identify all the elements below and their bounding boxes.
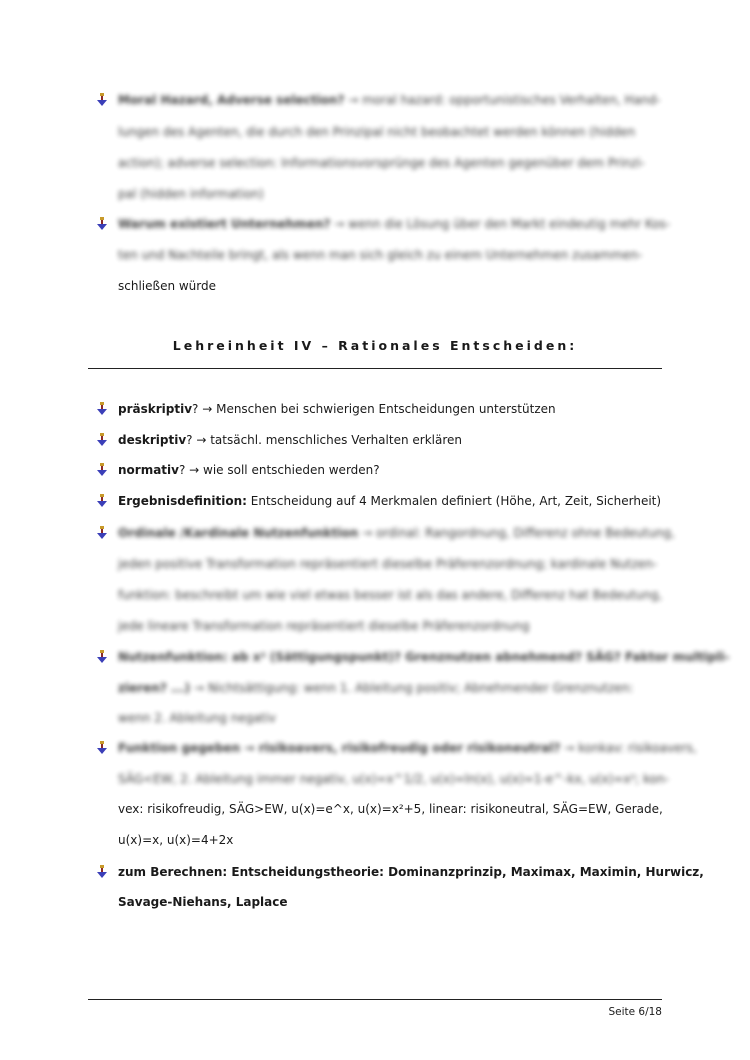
text-line: SÄG<EW, 2. Ableitung immer negativ, u(x)=x^1/2, u(x)=ln(x), u(x)=1-e^-kx, u(x)=x²; kon- <box>118 772 669 786</box>
text-line: vex: risikofreudig, SÄG>EW, u(x)=e^x, u(x)=x²+5, linear: risikoneutral, SÄG=EW, Gerade, <box>118 802 663 816</box>
text-line: ten und Nachteile bringt, als wenn man sich gleich zu einem Unternehmen zusammen- <box>118 248 643 262</box>
bullet-arrow-icon <box>96 401 108 417</box>
bullet-arrow-icon <box>96 864 108 880</box>
footer-divider <box>88 999 662 1000</box>
bullet-arrow-icon <box>96 432 108 448</box>
text-line: Warum existiert Unternehmen? → wenn die Lösung über den Markt eindeutig mehr Kos- <box>118 217 671 231</box>
text-line: jeden positive Transformation repräsentiert dieselbe Präferenzordnung; kardinale Nutzen- <box>118 557 658 571</box>
heading-divider <box>88 368 662 369</box>
text-line: zieren? ...) → Nichtsättigung: wenn 1. Ableitung positiv; Abnehmender Grenznutzen: <box>118 681 634 695</box>
section-heading: Lehreinheit IV – Rationales Entscheiden: <box>172 338 578 353</box>
text-line: Nutzenfunktion: ab x² (Sättigungspunkt)? Grenznutzen abnehmend? SÄG? Faktor multipli- <box>118 650 730 664</box>
bullet-arrow-icon <box>96 740 108 756</box>
bullet-arrow-icon <box>96 462 108 478</box>
bullet-arrow-icon <box>96 216 108 232</box>
text-line: normativ? → wie soll entschieden werden? <box>118 463 380 477</box>
text-line: Ergebnisdefinition: Entscheidung auf 4 Merkmalen definiert (Höhe, Art, Zeit, Sicherheit) <box>118 494 662 508</box>
bullet-arrow-icon <box>96 493 108 509</box>
text-line: u(x)=x, u(x)=4+2x <box>118 833 234 847</box>
text-line: Moral Hazard, Adverse selection? → moral hazard: opportunistisches Verhalten, Hand- <box>118 93 661 107</box>
text-line: Funktion gegeben → risikoavers, risikofreudig oder risikoneutral? → konkav: risikoavers, <box>118 741 697 755</box>
bullet-arrow-icon <box>96 525 108 541</box>
text-line: jede lineare Transformation repräsentiert dieselbe Präferenzordnung <box>118 619 530 633</box>
page-number: Seite 6/18 <box>608 1006 662 1018</box>
text-line: schließen würde <box>118 279 217 293</box>
text-line: lungen des Agenten, die durch den Prinzipal nicht beobachtet werden können (hidden <box>118 125 636 139</box>
text-line: action); adverse selection: Informationsvorsprünge des Agenten gegenüber dem Prinzi- <box>118 156 645 170</box>
text-line: pal (hidden information) <box>118 187 264 201</box>
text-line: funktion: beschreibt um wie viel etwas besser ist als das andere, Differenz hat Bedeutung, <box>118 588 663 602</box>
text-line: präskriptiv? → Menschen bei schwierigen Entscheidungen unterstützen <box>118 402 556 416</box>
text-line: wenn 2. Ableitung negativ <box>118 711 276 725</box>
bullet-arrow-icon <box>96 92 108 108</box>
text-line: deskriptiv? → tatsächl. menschliches Verhalten erklären <box>118 433 462 447</box>
text-line: Ordinale /Kardinale Nutzenfunktion → ordinal: Rangordnung, Differenz ohne Bedeutung, <box>118 526 675 540</box>
text-line: Savage-Niehans, Laplace <box>118 895 288 909</box>
bullet-arrow-icon <box>96 649 108 665</box>
text-line: zum Berechnen: Entscheidungstheorie: Dominanzprinzip, Maximax, Maximin, Hurwicz, <box>118 865 704 879</box>
